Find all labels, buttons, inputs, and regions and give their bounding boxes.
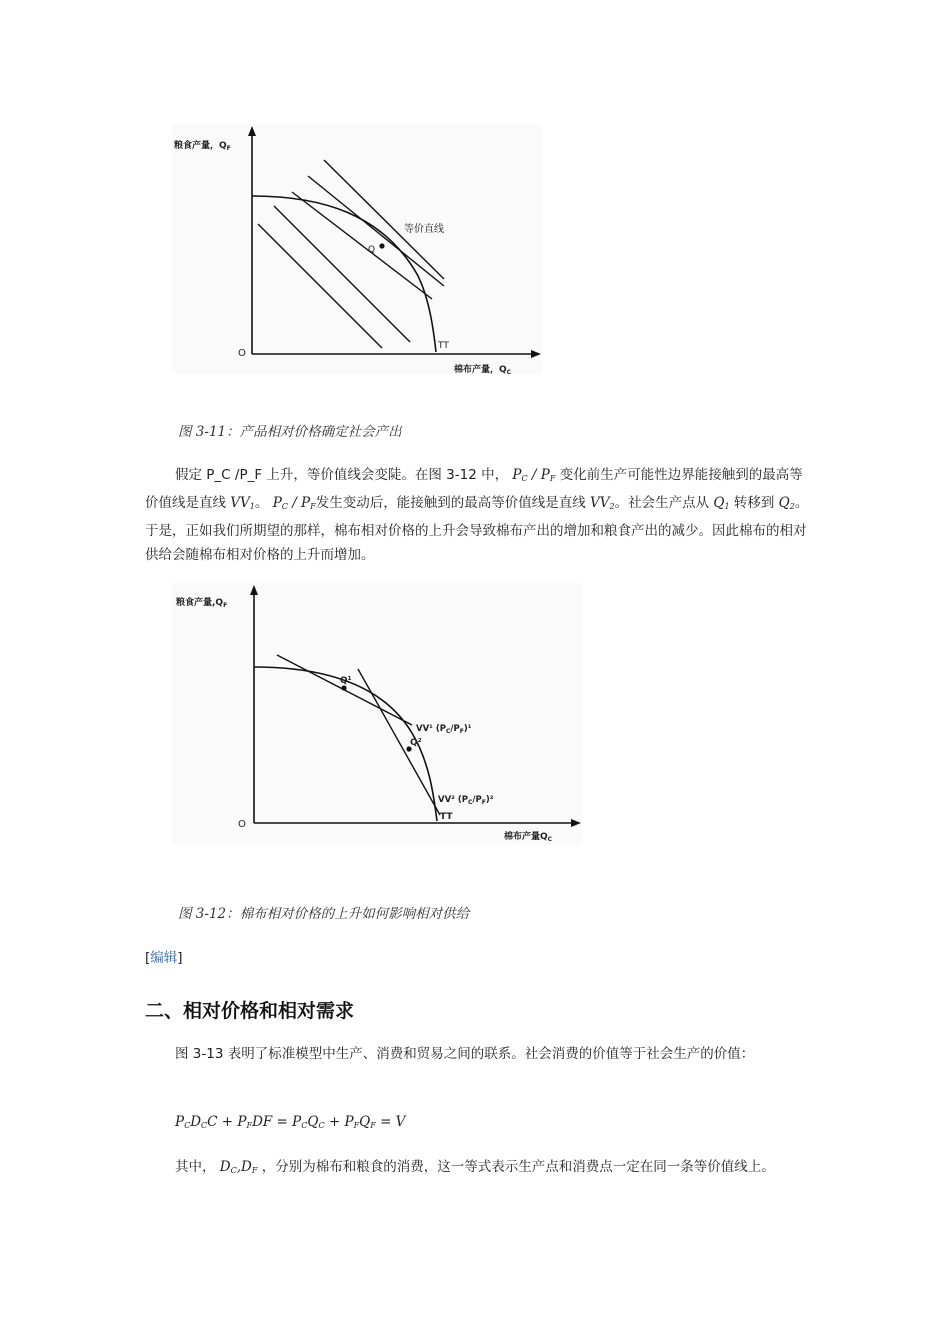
figure-3-11-caption: 图 3-11：产品相对价格确定社会产出 <box>178 424 402 440</box>
equation: $P_CD_CC + P_FDF = P_CQ_C + P_FQ_F = V$ <box>175 1114 406 1130</box>
isovalue-line-2 <box>358 669 440 815</box>
production-point-1 <box>341 685 346 690</box>
y-axis-arrow <box>248 126 256 136</box>
isovalue-line-2 <box>274 206 410 342</box>
x-axis-label: 棉布产量，$Q_C$ <box>454 365 512 374</box>
isovalue-line-5 <box>324 160 444 279</box>
curve-label: TT <box>438 341 449 351</box>
figure-3-12-diagram <box>172 583 582 845</box>
paragraph-consumption: 图 3-13 表明了标准模型中生产、消费和贸易之间的联系。社会消费的价值等于社会生产的价值： <box>175 1046 755 1062</box>
figure-3-12-caption: 图 3-12：棉布相对价格的上升如何影响相对供给 <box>178 906 470 922</box>
x-axis-arrow <box>531 350 541 358</box>
origin-label: O <box>238 348 246 359</box>
point2-label: Q² <box>410 738 422 748</box>
edit-section: [编辑] <box>145 950 183 966</box>
curve-label: TT <box>440 812 453 822</box>
y-axis-arrow <box>250 585 258 595</box>
y-axis-label: 粮食产量$,Q_F$ <box>176 598 228 609</box>
line1-label: VV¹ $(P_C/P_F)^1$ <box>416 724 472 735</box>
point1-label: Q¹ <box>340 676 352 686</box>
y-axis-label: 粮食产量，$Q_F$ <box>174 141 231 152</box>
isovalue-line-1 <box>258 224 382 348</box>
section-heading: 二、相对价格和相对需求 <box>145 1000 355 1022</box>
point-label: Q <box>368 245 376 255</box>
production-point <box>379 243 384 248</box>
figure-3-12 <box>172 583 582 845</box>
edit-link[interactable]: 编辑 <box>150 950 178 966</box>
x-axis-label: 棉布产量$Q_C$ <box>504 832 553 843</box>
line2-label: VV² $(P_C/P_F)^2$ <box>438 795 494 806</box>
origin-label: O <box>238 819 246 830</box>
isovalue-label: 等价直线 <box>404 224 444 235</box>
figure-3-11 <box>172 124 542 374</box>
paragraph-where: 其中， $D_C,D_F$ ，分别为棉布和粮食的消费，这一等式表示生产点和消费点一定在同一条等价值线上。 <box>175 1159 775 1175</box>
ppf-curve <box>252 196 436 352</box>
paragraph-relative-price: 假定 P_C /P_F 上升，等价值线会变陡。在图 3-12 中， $P_C / P_F$ 变化前生产可能性边界能接触到的最高等价值线是直线 $VV_1$。 $P_C / P_F$发生变动后，能接触到的最高等价值线是直线 $VV_2$。社会生产点从 $Q_1$ 转移到 $Q_2$。于是，正如我们所期望的那样，棉布相对价格的上升会导致棉布产出的增加和粮食产出的减少。因此棉布的相对供给会随棉布相对价格的上升而增加。 <box>145 467 809 563</box>
x-axis-arrow <box>571 819 581 827</box>
figure-3-11-diagram <box>172 124 542 374</box>
